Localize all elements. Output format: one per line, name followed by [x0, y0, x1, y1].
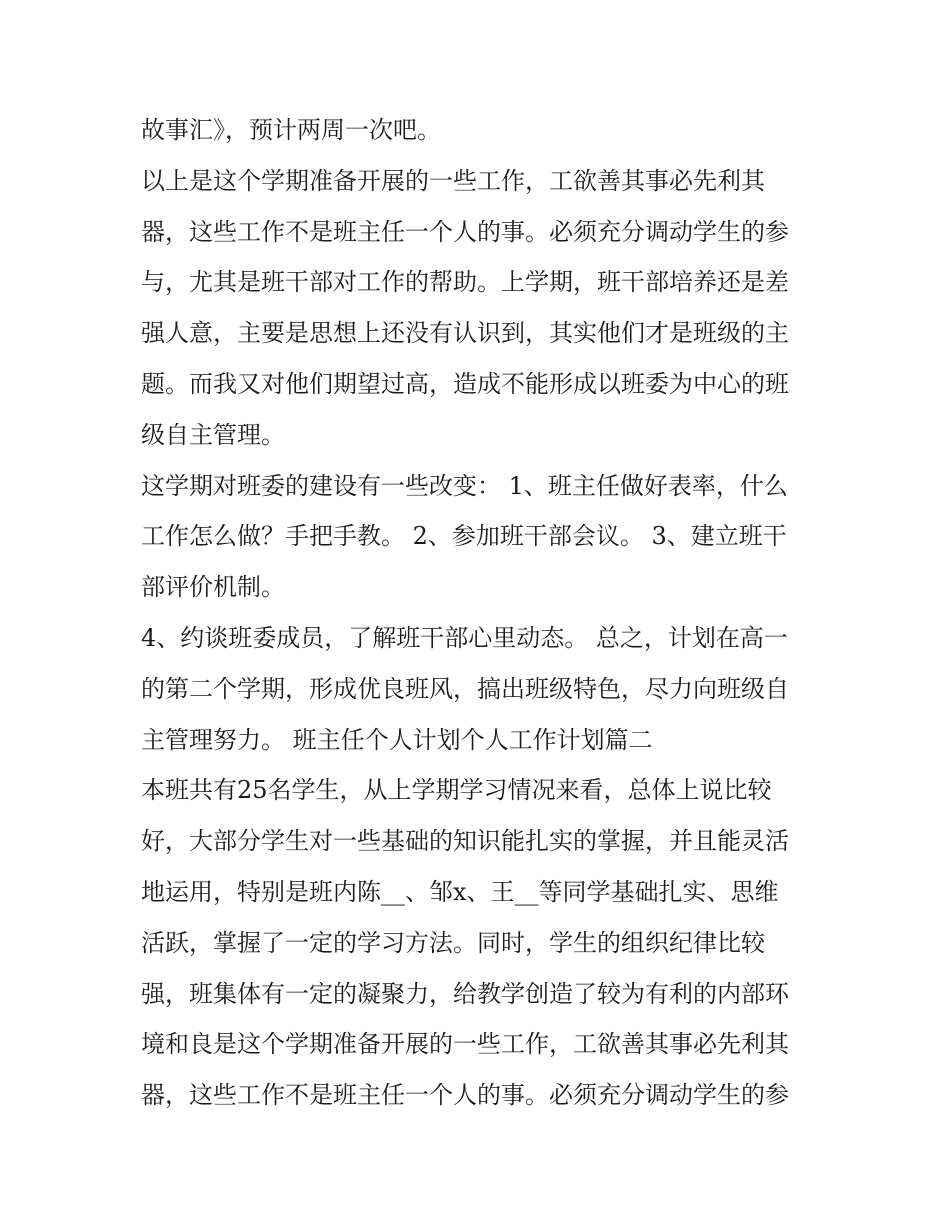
text-line: 的第二个学期，形成优良班风，搞出班级特色，尽力向班级自 — [141, 674, 789, 703]
text-line: 强，班集体有一定的凝聚力，给教学创造了较为有利的内部环 — [141, 979, 789, 1008]
document-body — [141, 105, 821, 1121]
text-line: 部评价机制。 — [141, 573, 285, 602]
text-line: 好，大部分学生对一些基础的知识能扎实的掌握，并且能灵活 — [141, 827, 789, 856]
text-line: 4、约谈班委成员，了解班干部心里动态。 总之，计划在高一 — [141, 623, 788, 652]
text-line: 故事汇》，预计两周一次吧。 — [141, 116, 441, 144]
text-line: 与，尤其是班干部对工作的帮助。上学期，班干部培养还是差 — [141, 268, 789, 297]
text-line: 级自主管理。 — [141, 420, 285, 449]
text-line: 地运用，特别是班内陈__、邹x、王__等同学基础扎实、思维 — [141, 877, 779, 906]
text-line: 器，这些工作不是班主任一个人的事。必须充分调动学生的参 — [141, 217, 789, 246]
text-line: 本班共有25名学生，从上学期学习情况来看，总体上说比较 — [141, 776, 772, 805]
text-line: 强人意，主要是思想上还没有认识到，其实他们才是班级的主 — [141, 319, 789, 348]
text-line: 活跃，掌握了一定的学习方法。同时，学生的组织纪律比较 — [141, 928, 765, 957]
text-line: 题。而我又对他们期望过高，造成不能形成以班委为中心的班 — [141, 369, 789, 398]
text-line: 以上是这个学期准备开展的一些工作，工欲善其事必先利其 — [141, 166, 765, 195]
text-line: 工作怎么做？手把手教。 2、参加班干部会议。 3、建立班干 — [141, 522, 787, 551]
text-line: 这学期对班委的建设有一些改变： 1、班主任做好表率，什么 — [141, 471, 788, 500]
text-line: 主管理努力。 班主任个人计划个人工作计划篇二 — [141, 725, 653, 754]
text-line: 器，这些工作不是班主任一个人的事。必须充分调动学生的参 — [141, 1081, 789, 1110]
text-line: 境和良是这个学期准备开展的一些工作，工欲善其事必先利其 — [141, 1030, 789, 1059]
